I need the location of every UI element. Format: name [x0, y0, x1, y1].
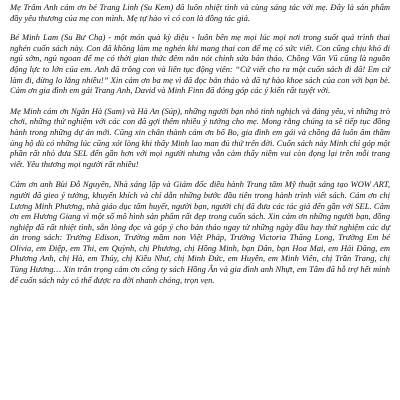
paragraph-ngan-ha-ha-an: Mẹ Minh cám ơn Ngân Hà (Sam) và Hà An (Súp), những người bạn nhỏ tinh nghịch và đáng yêu, vì những trò chơi, những thử nghiệm với các con đã gợi thêm nhiều ý tưởng cho mẹ. Mong rằng chúng ta sẽ tiếp tục đồng hành trong những dự án mới. Cũng xin chân thành cám ơn bố Bo, gia đình em gái và chồng đã luôn âm thầm ủng hộ dù có những lúc cũng xót lòng khi thấy Minh lao man đủ thứ trên đời. Cuốn sách này Minh chỉ góp một phần rất nhỏ đưa SEL đến gần hơn với mọi người nhưng vẫn cảm thấy niềm vui còn đọng lại trên mỗi trang viết. Yêu thương mọi người rất nhiều!	[10, 105, 390, 169]
paragraph-trang-linh: Mẹ Trâm Anh cám ơn bé Trang Linh (Su Kem) đã luôn nhiệt tình và cùng sáng tác với mẹ. Đây là sản phẩm đầy yêu thương của mẹ con mình. Mẹ tự hào vì có con là đồng tác giả.	[10, 2, 390, 23]
paragraph-minh-lam: Bé Minh Lam (Su Bư Chạ) - một món quà kỳ diệu - luôn bên mẹ mọi lúc mọi nơi trong suốt quá trình thai nghén cuốn sách này. Con đã không làm mẹ nghén khi mang thai con để mẹ có sức viết. Con cũng chịu khó đi ngủ sớm, ngủ ngoan để mẹ có thời gian thức đêm nắn nót chỉnh sửa bản thảo. Chồng Văn Vũ cũng là nguồn động lực to lớn của em. Anh đã trông con và liên tục động viên: “Cứ viết cho ra một cuốn sách đi đã! Em cứ làm đi, đừng lo lắng nhiều!” Xin cảm ơn ba mẹ vì đã đọc bản thảo và đã tự hào khoe sách của con với bạn bè. Cảm ơn gia đình em gái Trang Anh, David và Minh Finn đã đóng góp các ý kiến rất tuyệt vời.	[10, 32, 390, 96]
paragraph-acknowledgements: Cảm ơn anh Bùi Đỗ Nguyên, Nhà sáng lập và Giám đốc điều hành Trung tâm Mỹ thuật sáng tạo WOW ART, người đã gieo ý tưởng, khuyến khích và chỉ dẫn những bước đầu tiên trong hành trình viết sách. Cám ơn chị Lương Minh Phương, nhà giáo dục tâm huyết, người bạn, người chị đã đưa các tác giả đến gần với SEL. Cảm ơn em Hương Giang vì một số mô hình sản phẩm rất đẹp trong cuốn sách. Xin cảm ơn những người bạn, đồng nghiệp đã rất nhiệt tình, sẵn lòng đọc và góp ý cho bản thảo ngay từ những ngày đầu hay thử nghiệm các dự án trong sách: Trường Edison, Trường mầm non Việt Pháp, Trường Victoria Thăng Long, Trường Em bé Olivia, em Điệp, em Thi, em Quỳnh, chị Phương, chị Hồng Minh, bạn Dân, bạn Hoa Mai, em Hải Đăng, em Phương Anh, chị Hà, em Thủy, chị Kiều Như, chị Minh Đức, em Huyền, em Minh Viên, chị Trần Trang, chị Tùng Hương… Xin trân trọng cảm ơn công ty sách Hồng Ân và gia đình anh Nhựt, em Tâm đã hỗ trợ hết mình để cuốn sách này có thể được ra đời nhanh chóng, trọn vẹn.	[10, 179, 390, 285]
